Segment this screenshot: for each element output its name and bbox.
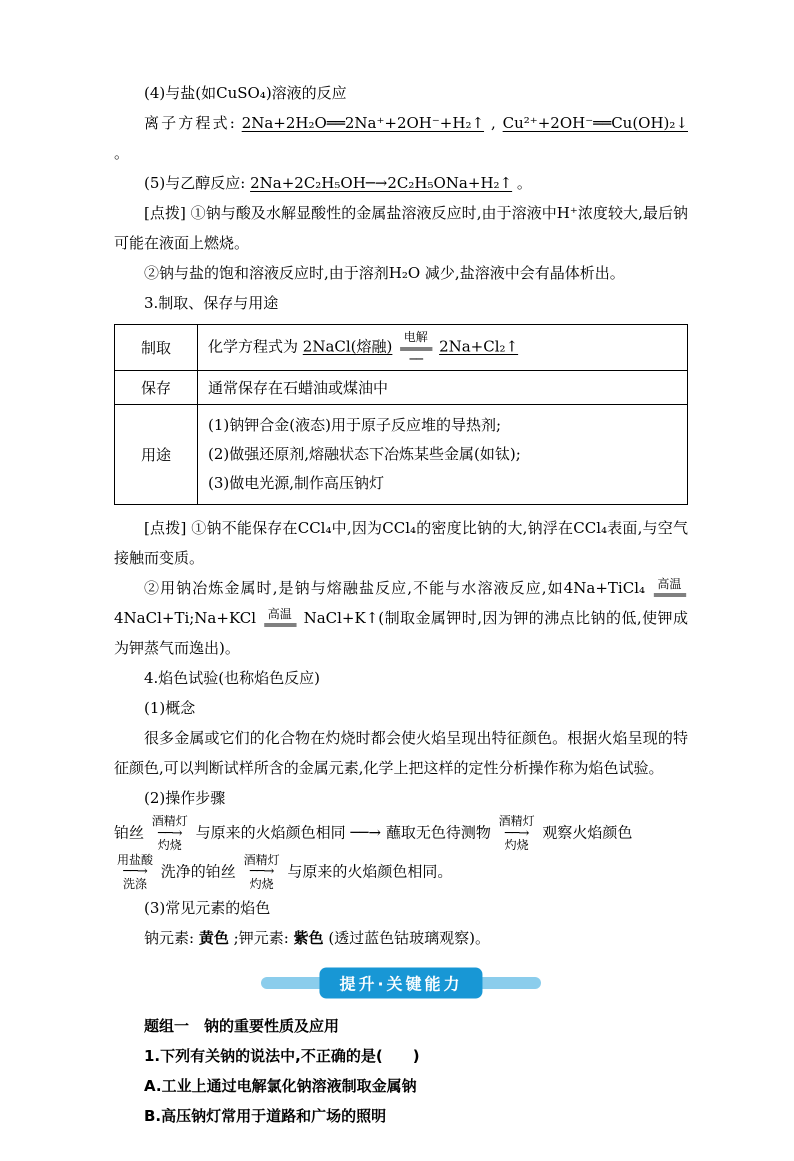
- sodium-element-label: 钠元素:: [144, 928, 195, 947]
- wash-text: 洗涤: [123, 877, 148, 892]
- section4-title: 4.焰色试验(也称焰色反应): [144, 668, 321, 687]
- alcohol-lamp-burn-condition-3: [244, 854, 280, 891]
- ionic-equation-1: 2Na+2H₂O══2Na⁺+2OH⁻+H₂↑: [241, 114, 485, 132]
- section-banner: [261, 965, 541, 1001]
- flow-line-1: [114, 815, 688, 852]
- question-1-option-b: B.高压钠灯常用于道路和广场的照明: [144, 1106, 387, 1125]
- burn-text-2: 灼烧: [504, 838, 529, 853]
- flow-arrow-icon-2: ──→: [504, 825, 529, 841]
- tip2b-part2: 4NaCl+Ti;Na+KCl: [114, 608, 257, 627]
- flow-observe-color: 观察火焰颜色: [542, 823, 633, 842]
- sodium-info-table: [114, 324, 688, 505]
- high-temp-text-1: 高温: [657, 576, 682, 591]
- para-ethanol-reaction: [114, 168, 688, 198]
- ionic-period: 。: [114, 144, 130, 162]
- usage-line-1: (1)钠钾合金(液态)用于原子反应堆的导热剂;: [208, 415, 502, 434]
- row-label-storage: 保存: [115, 370, 198, 404]
- tip2b-part3: NaCl+K↑(制取金属钾时,因为钾的沸点比钠的低,使钾成为钾蒸气而逸出)。: [114, 608, 688, 657]
- para-tip1-b: ②钠与盐的饱和溶液反应时,由于溶剂H₂O 减少,盐溶液中会有晶体析出。: [144, 264, 625, 282]
- flow-arrow-icon-3: ──→: [123, 864, 147, 880]
- acid-wash-condition: [117, 854, 153, 891]
- table-row-preparation: [115, 325, 688, 371]
- steps-label: (2)操作步骤: [144, 788, 226, 807]
- question-1-option-a: A.工业上通过电解氯化钠溶液制取金属钠: [144, 1076, 417, 1095]
- high-temp-text-2: 高温: [267, 606, 292, 621]
- para-ionic-equations: [114, 108, 688, 168]
- row-label-usage: 用途: [115, 404, 198, 504]
- table-row-usage: [115, 404, 688, 504]
- para-tip2-a: [点拨] ①钠不能保存在CCl₄中,因为CCl₄的密度比钠的大,钠浮在CCl₄表面,与空气接触而变质。: [114, 518, 688, 567]
- flow-arrow-icon-4: ──→: [249, 864, 274, 880]
- para-tip1-a: [点拨] ①钠与酸及水解显酸性的金属盐溶液反应时,由于溶液中H⁺浓度较大,最后钠可能在液面上燃烧。: [114, 204, 688, 252]
- usage-line-2: (2)做强还原剂,熔融状态下冶炼某些金属(如钛);: [208, 444, 521, 463]
- row-label-preparation: 制取: [115, 325, 198, 371]
- burn-text-1: 灼烧: [157, 838, 182, 853]
- electrolysis-condition: [400, 331, 431, 364]
- potassium-element-label: ;钾元素:: [233, 928, 289, 947]
- alcohol-lamp-burn-condition-1: [152, 815, 188, 852]
- prep-prefix: 化学方程式为: [208, 337, 303, 356]
- prep-eq-left: 2NaCl(熔融): [302, 337, 393, 356]
- alcohol-lamp-text-2: 酒精灯: [498, 813, 535, 828]
- sodium-flame-color: 黄色: [198, 928, 229, 947]
- ethanol-period: 。: [516, 174, 532, 192]
- flow-same-color: 与原来的火焰颜色相同: [195, 823, 346, 842]
- high-temp-line-1: ═════: [653, 588, 685, 603]
- tip2b-part1: ②用钠冶炼金属时,是钠与熔融盐反应,不能与水溶液反应,如4Na+TiCl₄: [144, 578, 646, 597]
- ethanol-label: (5)与乙醇反应:: [144, 174, 246, 192]
- concept-text: 很多金属或它们的化合物在灼烧时都会使火焰呈现出特征颜色。根据火焰呈现的特征颜色,可以判断试样所含的金属元素,化学上把这样的定性分析操作称为焰色试验。: [114, 728, 688, 777]
- question-group-title: 题组一 钠的重要性质及应用: [144, 1016, 340, 1035]
- para-flame-colors: [114, 923, 688, 953]
- ionic-label: 离子方程式:: [144, 114, 235, 132]
- flame-color-label: (3)常见元素的焰色: [144, 898, 271, 917]
- question-1: 1.下列有关钠的说法中,不正确的是( ): [144, 1046, 420, 1065]
- high-temp-condition-1: [654, 578, 685, 601]
- electrolysis-condition-text: 电解: [403, 330, 428, 344]
- ionic-comma: ,: [490, 114, 496, 132]
- usage-line-3: (3)做电光源,制作高压钠灯: [208, 473, 385, 492]
- alcohol-lamp-text-1: 酒精灯: [151, 813, 188, 828]
- electrolysis-condition-line: ═════: [400, 341, 432, 356]
- potassium-flame-color: 紫色: [293, 928, 324, 947]
- flow-line-2: [114, 854, 688, 891]
- table-row-storage: [115, 370, 688, 404]
- alcohol-lamp-burn-condition-2: [499, 815, 535, 852]
- flow-same-color-end: 与原来的火焰颜色相同。: [287, 862, 453, 881]
- flow-arrow-icon-1: ──→: [158, 825, 182, 841]
- row-content-storage: 通常保存在石蜡油或煤油中: [198, 370, 688, 404]
- prep-eq-right: 2Na+Cl₂↑: [439, 337, 519, 356]
- ethanol-equation: 2Na+2C₂H₅OH─→2C₂H₅ONa+H₂↑: [250, 174, 513, 192]
- concept-label: (1)概念: [144, 698, 196, 717]
- row-content-preparation: [198, 325, 688, 371]
- acid-text: 用盐酸: [117, 852, 154, 867]
- flow-mid-arrow-icon: ──→: [350, 823, 382, 842]
- para-tip2-b: [114, 573, 688, 663]
- ionic-equation-2: Cu²⁺+2OH⁻══Cu(OH)₂↓: [502, 114, 688, 132]
- electrolysis-condition-subline: ──: [409, 351, 422, 366]
- flow-dip-sample: 蘸取无色待测物: [385, 823, 491, 842]
- high-temp-line-2: ═════: [264, 618, 296, 633]
- cobalt-glass-note: (透过蓝色钴玻璃观察)。: [328, 928, 491, 947]
- row-content-usage: [198, 404, 688, 504]
- banner-title: 提升·关键能力: [319, 967, 482, 998]
- burn-text-3: 灼烧: [249, 877, 274, 892]
- section3-title: 3.制取、保存与用途: [144, 294, 279, 312]
- alcohol-lamp-text-3: 酒精灯: [243, 852, 280, 867]
- flow-clean-wire: 洗净的铂丝: [160, 862, 236, 881]
- flow-platinum-wire: 铂丝: [114, 823, 145, 842]
- para-salt-reaction: (4)与盐(如CuSO₄)溶液的反应: [144, 84, 347, 102]
- high-temp-condition-2: [264, 608, 295, 631]
